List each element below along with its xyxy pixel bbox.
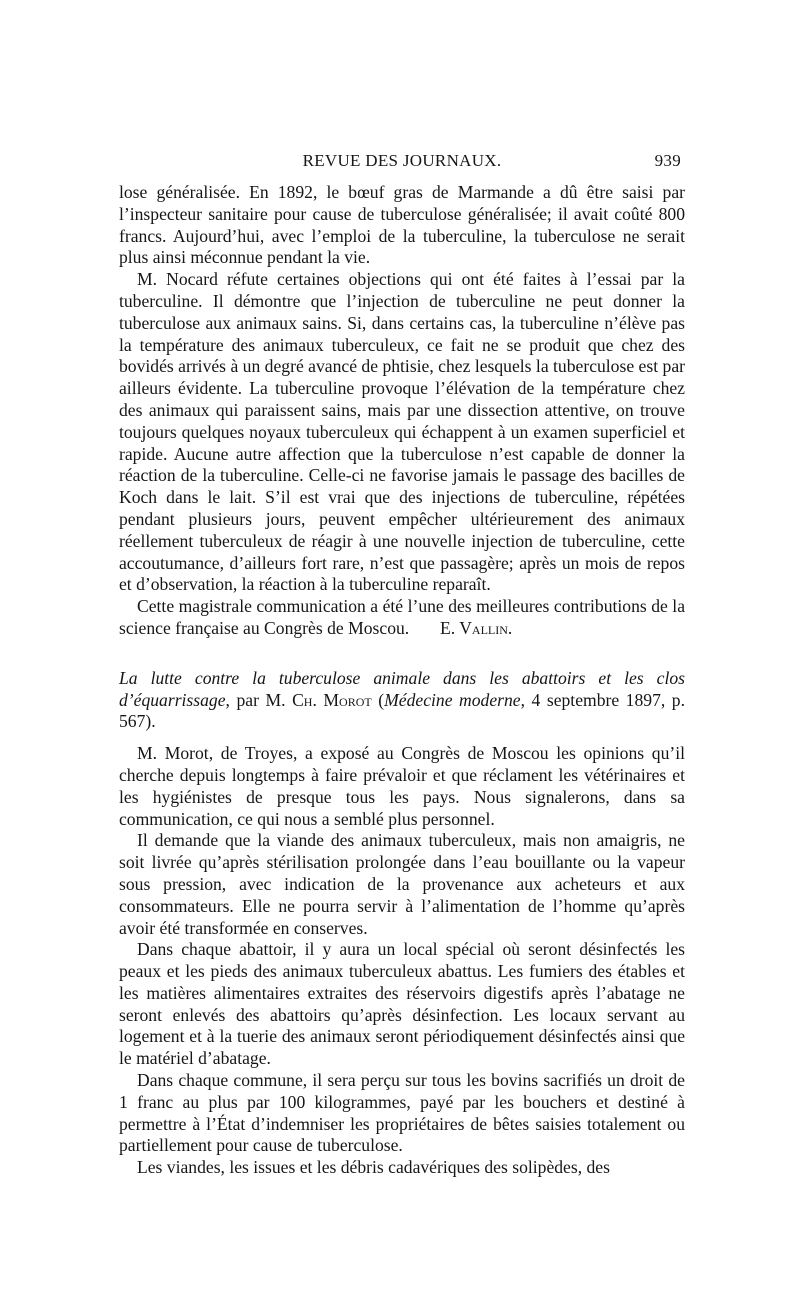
paragraph-text: Cette magistrale communication a été l’une des meilleures contributions de la science française au Congrès de Moscou. (119, 596, 685, 638)
paragraph: Dans chaque commune, il sera perçu sur tous les bovins sacrifiés un droit de 1 franc au plus par 100 kilogrammes, payé par les bouchers et destiné à permettre à l’État d’indemniser les propriétaires de bêtes saisies totalement ou partiellement pour cause de tuberculose. (119, 1070, 685, 1156)
article-heading (119, 668, 685, 733)
heading-reference: , 4 septembre 1897, p. 567). (119, 689, 686, 732)
paragraph: lose généralisée. En 1892, le bœuf gras de Marmande a dû être saisi par l’inspecteur sanitaire pour cause de tuberculose généralisée; il avait coûté 800 francs. Aujourd’hui, avec l’emploi de la tuberculine, la tuberculose ne serait plus ainsi méconnue pendant la vie. (119, 182, 685, 268)
paragraph: Dans chaque abattoir, il y aura un local spécial où seront désinfectés les peaux et les pieds des animaux tuberculeux abattus. Les fumiers des étables et les matières alimentaires extraites des réservoirs digestifs après l’abatage ne seront enlevés des abattoirs qu’après désinfection. Les locaux servant au logement et à la tuerie des animaux seront périodiquement désinfectés ainsi que le matériel d’abatage. (119, 939, 685, 1069)
article-author: Ch. Morot (292, 689, 372, 710)
author-signature: E. Vallin. (439, 617, 513, 638)
heading-open: ( (371, 689, 385, 710)
paragraph (119, 596, 685, 640)
article-title: La lutte contre la tuberculose animale dans les abattoirs et les clos d’équarrissage (119, 667, 685, 710)
page-number: 939 (654, 151, 681, 170)
journal-page (119, 150, 685, 1179)
running-header (119, 150, 685, 174)
paragraph: Il demande que la viande des animaux tuberculeux, mais non amaigris, ne soit livrée qu’après stérilisation prolongée dans l’eau bouillante ou la vapeur sous pression, avec indication de la provenance aux acheteurs et aux consommateurs. Elle ne pourra servir à l’alimentation de l’homme qu’après avoir été transformée en conserves. (119, 830, 685, 938)
paragraph: Les viandes, les issues et les débris cadavériques des solipèdes, des (137, 1157, 610, 1178)
section-gap (119, 640, 685, 668)
journal-name: Médecine moderne (384, 689, 521, 710)
paragraph: M. Morot, de Troyes, a exposé au Congrès de Moscou les opinions qu’il cherche depuis longtemps à faire prévaloir et que réclament les vétérinaires et les hygiénistes de presque tous les pays. Nous signalerons, dans sa communication, ce qui nous a semblé plus personnel. (119, 743, 685, 829)
paragraph: M. Nocard réfute certaines objections qui ont été faites à l’essai par la tuberculine. Il démontre que l’injection de tuberculine ne peut donner la tuberculose aux animaux sains. Si, dans certains cas, la tuberculine n’élève pas la température des animaux tuberculeux, ce fait ne se produit que chez des bovidés arrivés à un degré avancé de phtisie, chez lesquels la tuberculose est par ailleurs évidente. La tuberculine provoque l’élévation de la température chez des animaux qui paraissent sains, mais par une dissection attentive, on trouve toujours quelques noyaux tuberculeux qui échappent à un examen superficiel et rapide. Aucune autre affection que la tuberculose n’est capable de donner la réaction de la tuberculine. Celle-ci ne favorise jamais le passage des bacilles de Koch dans le lait. S’il est vrai que des injections de tuberculine, répétées pendant plusieurs jours, peuvent empêcher ultérieurement des animaux réellement tuberculeux de réagir à une nouvelle injection de tuberculine, cette accoutumance, d’ailleurs fort rare, n’est que passagère; après un mois de repos et d’observation, la réaction à la tuberculine reparaît. (119, 269, 685, 595)
heading-by: , par M. (225, 689, 293, 710)
running-title: REVUE DES JOURNAUX. (302, 151, 502, 170)
